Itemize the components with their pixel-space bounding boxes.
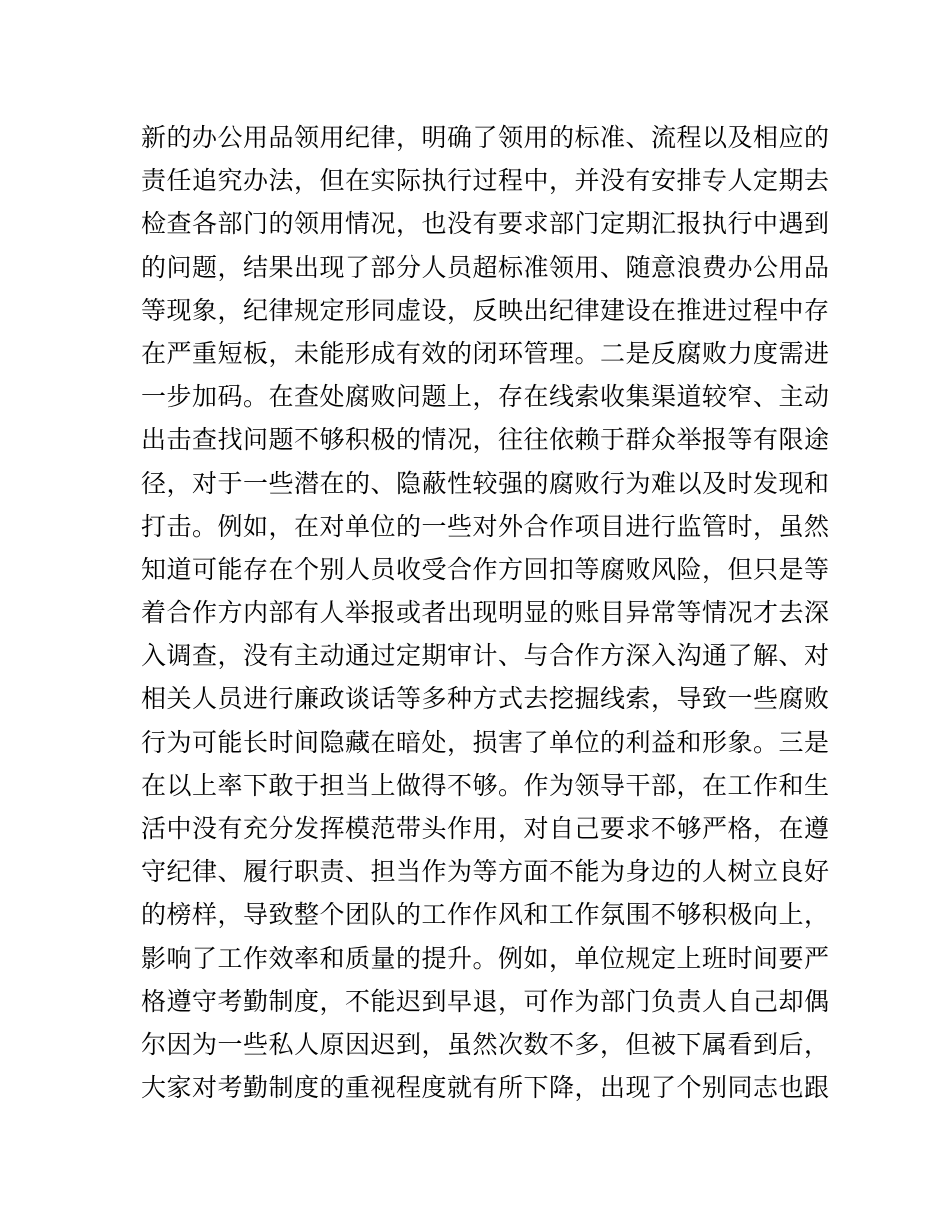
text-line: 入调查，没有主动通过定期审计、与合作方深入沟通了解、对 [141, 641, 830, 671]
text-line: 新的办公用品领用纪律，明确了领用的标准、流程以及相应的 [141, 123, 830, 152]
text-line: 的问题，结果出现了部分人员超标准领用、随意浪费办公用品 [141, 252, 830, 282]
text-line: 的榜样，导致整个团队的工作作风和工作氛围不够积极向上， [141, 900, 830, 930]
text-line: 大家对考勤制度的重视程度就有所下降，出现了个别同志也跟 [141, 1073, 830, 1103]
text-line: 影响了工作效率和质量的提升。例如，单位规定上班时间要严 [141, 943, 830, 973]
text-line: 守纪律、履行职责、担当作为等方面不能为身边的人树立良好 [141, 857, 830, 887]
text-line: 相关人员进行廉政谈话等多种方式去挖掘线索，导致一些腐败 [141, 684, 830, 714]
text-line: 责任追究办法，但在实际执行过程中，并没有安排专人定期去 [141, 166, 830, 196]
text-line: 打击。例如，在对单位的一些对外合作项目进行监管时，虽然 [141, 511, 830, 541]
text-line: 行为可能长时间隐藏在暗处，损害了单位的利益和形象。三是 [141, 727, 830, 757]
text-line: 检查各部门的领用情况，也没有要求部门定期汇报执行中遇到 [141, 209, 830, 239]
text-line: 在以上率下敢于担当上做得不够。作为领导干部，在工作和生 [141, 770, 830, 800]
text-line: 着合作方内部有人举报或者出现明显的账目异常等情况才去深 [141, 598, 830, 628]
text-line: 出击查找问题不够积极的情况，往往依赖于群众举报等有限途 [141, 425, 830, 455]
text-line: 格遵守考勤制度，不能迟到早退，可作为部门负责人自己却偶 [141, 986, 830, 1016]
body-paragraph [141, 116, 830, 1109]
text-line: 在严重短板，未能形成有效的闭环管理。二是反腐败力度需进 [141, 338, 830, 368]
text-line: 尔因为一些私人原因迟到，虽然次数不多，但被下属看到后， [141, 1029, 830, 1059]
text-line: 等现象，纪律规定形同虚设，反映出纪律建设在推进过程中存 [141, 295, 830, 325]
text-line: 活中没有充分发挥模范带头作用，对自己要求不够严格，在遵 [141, 814, 830, 843]
text-line: 径，对于一些潜在的、隐蔽性较强的腐败行为难以及时发现和 [141, 468, 830, 498]
text-line: 一步加码。在查处腐败问题上，存在线索收集渠道较窄、主动 [141, 382, 830, 412]
text-line: 知道可能存在个别人员收受合作方回扣等腐败风险，但只是等 [141, 554, 830, 584]
